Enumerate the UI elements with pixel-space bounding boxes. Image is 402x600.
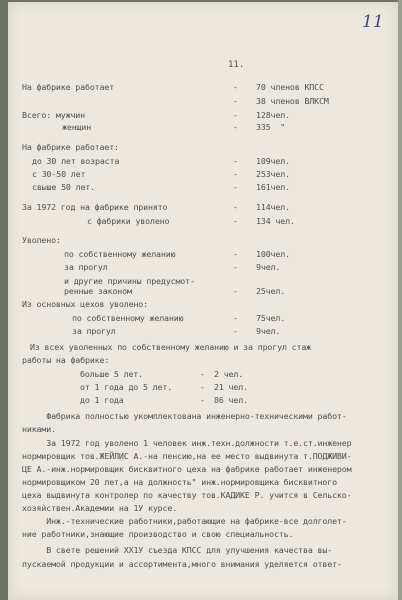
- dash: -: [233, 249, 238, 259]
- dash: -: [233, 156, 238, 166]
- main-shops-own-will-value: 75чел.: [256, 313, 286, 323]
- workers-vlksm: 38 членов ВЛКСМ: [256, 96, 329, 106]
- paragraph-line: ние работники,знающие производство и свою специальность.: [22, 529, 294, 539]
- dash: -: [233, 96, 238, 106]
- workers-label: На фабрике работает: [22, 82, 115, 92]
- paragraph-line: пускаемой продукции и ассортимента,много внимания уделяется ответ-: [22, 559, 342, 569]
- dash: -: [233, 82, 238, 92]
- age-row1-label: до 30 лет возраста: [32, 156, 120, 166]
- paragraph-line: цеха выдвинута контролер по качеству тов.КАДИКЕ Р. учится в Сельско-: [22, 490, 352, 500]
- workers-cpsu: 70 членов КПСС: [256, 82, 324, 92]
- paragraph-line: нормировщиком 20 лет,а на должность" инж.нормировщика бисквитного: [22, 477, 337, 487]
- dash: -: [233, 122, 238, 132]
- age-row3-label: свыше 50 лет.: [32, 182, 95, 192]
- page-number: 11.: [228, 60, 245, 70]
- total-men-label: Всего: мужчин: [22, 110, 85, 120]
- main-shops-absence-value: 9чел.: [256, 326, 281, 336]
- tenure-row1-label: больше 5 лет.: [80, 369, 143, 379]
- paragraph-line: никами.: [22, 424, 56, 434]
- folio-number: 11: [362, 12, 384, 32]
- dismissed-own-will-label: по собственному желанию: [64, 249, 176, 259]
- dash: -: [200, 369, 205, 379]
- main-shops-absence-label: за прогул: [72, 326, 116, 336]
- paragraph-line: ЦЕ А.-инж.нормировщик бисквитного цеха на фабрике работает инженером: [22, 464, 352, 474]
- dismissed-own-will-value: 100чел.: [256, 249, 290, 259]
- dismissed-other-label-2: ренные законом: [64, 286, 132, 296]
- tenure-row2-label: от 1 года до 5 лет.: [80, 382, 173, 392]
- paragraph-line: Фабрика полностью укомплектована инженерно-техническими работ-: [22, 411, 347, 421]
- dash: -: [233, 202, 238, 212]
- women-label: женщин: [62, 122, 92, 132]
- dash: -: [200, 395, 205, 405]
- dismissed-other-value: 25чел.: [256, 286, 286, 296]
- dismissed-other-label-1: и другие причины предусмот-: [64, 276, 195, 286]
- age-row3-value: 161чел.: [256, 182, 290, 192]
- dash: -: [233, 216, 238, 226]
- dash: -: [233, 326, 238, 336]
- hired-label: За 1972 год на фабрике принято: [22, 202, 168, 212]
- main-shops-own-will-label: по собственному желанию: [72, 313, 184, 323]
- page-edge: [398, 0, 402, 600]
- dismissed-absence-value: 9чел.: [256, 262, 281, 272]
- dash: -: [233, 110, 238, 120]
- tenure-row3-label: до 1 года: [80, 395, 124, 405]
- main-shops-label: Из основных цехов уволено:: [22, 299, 148, 309]
- paragraph-line: хозяйствен.Академии на 1У курсе.: [22, 503, 178, 513]
- paragraph-line: Инж.-технические работники,работающие на фабрике-все долголет-: [22, 516, 347, 526]
- tenure-row1-value: 2 чел.: [214, 369, 244, 379]
- paragraph-line: В свете решений ХХ1У съезда КПСС для улучшения качества вы-: [22, 545, 333, 555]
- dismissed-label: Уволено:: [22, 235, 61, 245]
- paragraph-line: нормировщик тов.ЖЕЙЛИС А.-на пенсию,на ее место выдвинута т.ПОДЖИВИ-: [22, 451, 352, 461]
- dismissed-absence-label: за прогул: [64, 262, 108, 272]
- fired-label: с фабрики уволено: [87, 216, 170, 226]
- age-row1-value: 109чел.: [256, 156, 290, 166]
- dash: -: [233, 182, 238, 192]
- hired-value: 114чел.: [256, 202, 290, 212]
- age-label: На фабрике работает:: [22, 142, 119, 152]
- tenure-intro-1: Из всех уволенных по собственному желанию и за прогул стаж: [30, 342, 312, 352]
- tenure-row2-value: 21 чел.: [214, 382, 248, 392]
- total-men-value: 128чел.: [256, 110, 290, 120]
- paragraph-line: За 1972 год уволено 1 человек инж.техн.должности т.е.ст.инженер: [22, 438, 352, 448]
- fired-value: 134 чел.: [256, 216, 295, 226]
- dash: -: [233, 313, 238, 323]
- tenure-row3-value: 86 чел.: [214, 395, 248, 405]
- tenure-intro-2: работы на фабрике:: [22, 355, 110, 365]
- age-row2-label: с 30-50 лет: [32, 169, 86, 179]
- dash: -: [233, 169, 238, 179]
- dash: -: [233, 262, 238, 272]
- dash: -: [200, 382, 205, 392]
- women-value: 335 ": [256, 122, 286, 132]
- age-row2-value: 253чел.: [256, 169, 290, 179]
- dash: -: [233, 286, 238, 296]
